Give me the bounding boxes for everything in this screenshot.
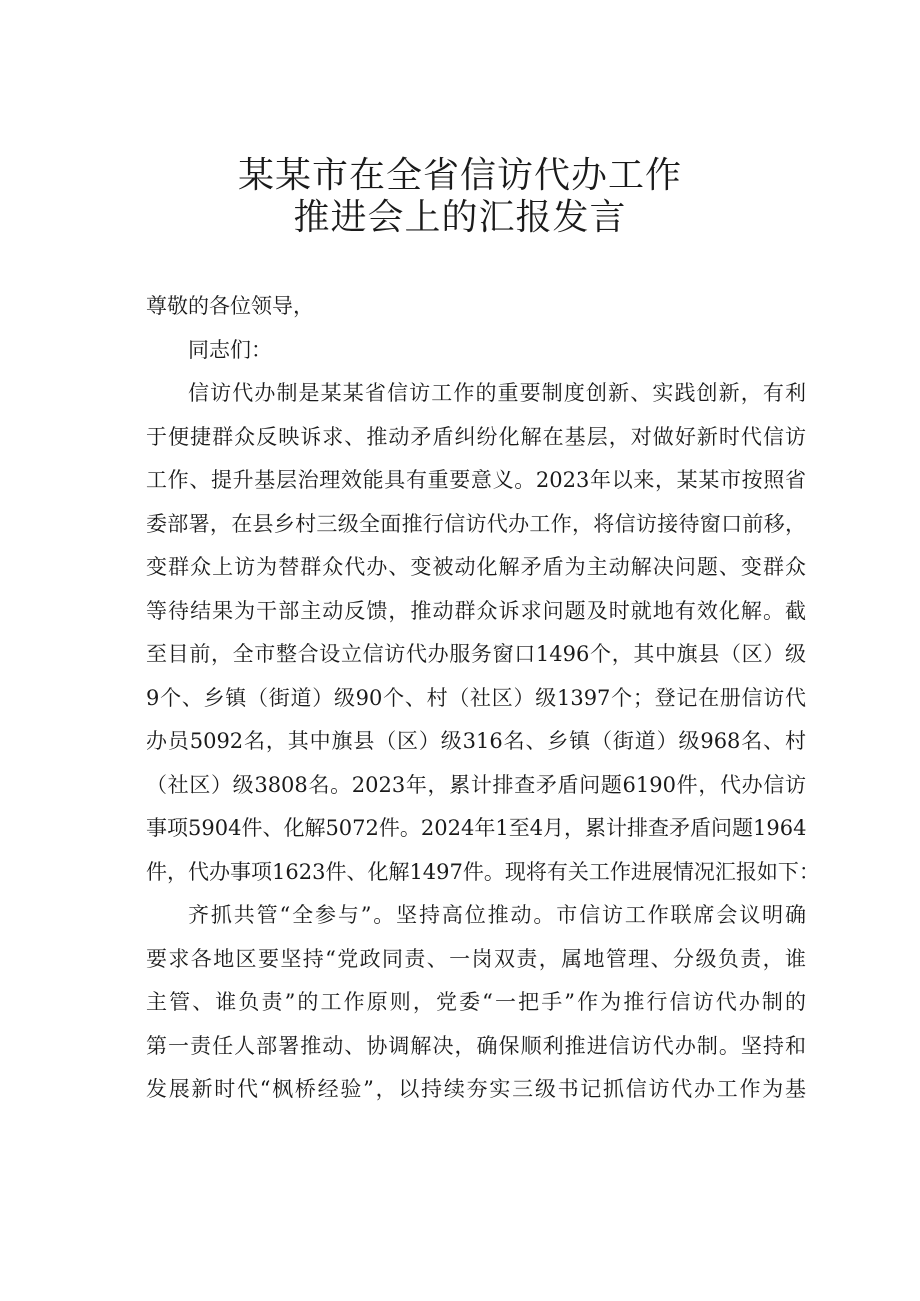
text-line: 委部署，在县乡村三级全面推行信访代办工作，将信访接待窗口前移，: [146, 511, 806, 536]
document-title-line-2: 推进会上的汇报发言: [293, 197, 627, 238]
text-line: 齐抓共管“全参与”。坚持高位推动。市信访工作联席会议明确: [188, 903, 806, 927]
text-line: 9个、乡镇（街道）级90个、村（社区）级1397个；登记在册信访代: [146, 685, 806, 710]
salutation: 同志们：: [188, 337, 272, 362]
text-line: 要求各地区要坚持“党政同责、一岗双责，属地管理、分级负责，谁: [146, 946, 806, 971]
text-line: 工作、提升基层治理效能具有重要意义。2023年以来，某某市按照省: [146, 468, 806, 492]
text-line: 第一责任人部署推动、协调解决，确保顺利推进信访代办制。坚持和: [146, 1033, 806, 1058]
text-line: （社区）级3808名。2023年，累计排查矛盾问题6190件，代办信访: [146, 772, 806, 797]
text-line: 事项5904件、化解5072件。2024年1至4月，累计排查矛盾问题1964: [146, 816, 807, 840]
text-line: 主管、谁负责”的工作原则，党委“一把手”作为推行信访代办制的: [146, 990, 806, 1014]
text-line: 信访代办制是某某省信访工作的重要制度创新、实践创新，有利: [188, 381, 806, 405]
text-line: 发展新时代“枫桥经验”，以持续夯实三级书记抓信访代办工作为基: [146, 1077, 806, 1101]
document-body: [146, 285, 820, 1112]
document-title-line-1: 某某市在全省信访代办工作: [237, 155, 682, 196]
text-line: 等待结果为干部主动反馈，推动群众诉求问题及时就地有效化解。截: [146, 598, 806, 623]
text-line: 于便捷群众反映诉求、推动矛盾纠纷化解在基层，对做好新时代信访: [146, 424, 806, 449]
paragraph-joint-management: [146, 894, 806, 1112]
text-line: 变群众上访为替群众代办、变被动化解矛盾为主动解决问题、变群众: [146, 555, 806, 579]
text-line: 办员5092名，其中旗县（区）级316名、乡镇（街道）级968名、村: [146, 729, 806, 753]
text-line: 至目前，全市整合设立信访代办服务窗口1496个，其中旗县（区）级: [146, 642, 806, 666]
paragraph-intro: [146, 372, 820, 894]
greeting: 尊敬的各位领导，: [146, 294, 314, 318]
text-line: 件，代办事项1623件、化解1497件。现将有关工作进展情况汇报如下：: [146, 859, 820, 884]
